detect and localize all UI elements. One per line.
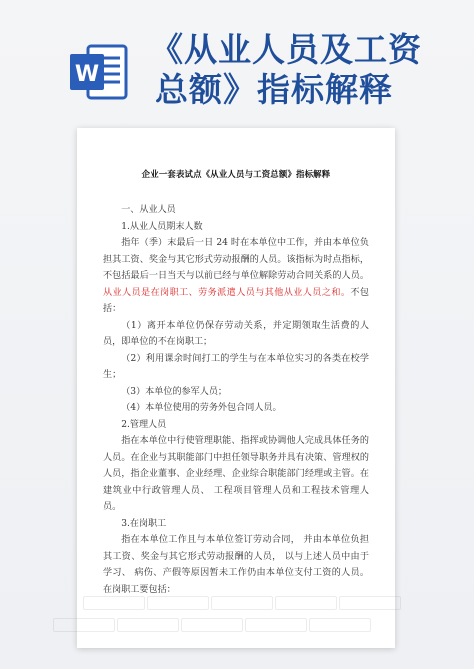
title-line-2: 总额》指标解释 (155, 70, 393, 109)
watermark-strip (77, 588, 395, 648)
highlighted-text: 从业人员是在岗职工、劳务派遣人员与其他从业人员之和。 (103, 287, 351, 298)
paragraph-tail-text: 不包括： (103, 287, 369, 314)
watermark-mark (211, 596, 273, 610)
paragraph (103, 235, 369, 318)
paragraph-text: 指在本单位工作且与本单位签订劳动合同， 并由本单位负担其工资、奖金与其它形式劳动报酬的人员， 以与上述人员中由于学习、 病伤、产假等原因暂未工作仍由本单位支付工资的人员。在岗职工要包括： (103, 535, 369, 595)
paragraph-text: 2.管理人员 (121, 419, 167, 430)
watermark-mark (309, 618, 371, 632)
document-page (77, 128, 395, 648)
paragraph (103, 516, 369, 533)
watermark-mark (117, 618, 179, 632)
paragraph-text: 指年（季）末最后一日 24 时在本单位中工作，并由本单位负担其工资、奖金与其它形式劳动报酬的人员。该指标为时点指标，不包括最后一日当天与以前已经与单位解除劳动合同关系的人员。 (103, 238, 369, 281)
watermark-row (77, 596, 395, 612)
page-title (150, 30, 470, 110)
watermark-mark (339, 596, 401, 610)
watermark-mark (147, 596, 209, 610)
document-body (103, 168, 369, 598)
paragraph-text: （1）离开本单位仍保存劳动关系，并定期领取生活费的人员，即单位的不在岗职工； (103, 320, 369, 347)
paragraph-text: （2）利用课余时间打工的学生与在本单位实习的各类在校学生； (103, 353, 369, 380)
header-banner (0, 0, 474, 110)
watermark-mark (245, 618, 307, 632)
paragraph-text: （3）本单位的参军人员； (121, 386, 228, 397)
document-title: 企业一套表试点《从业人员与工资总额》指标解释 (141, 169, 331, 179)
watermark-mark (83, 596, 145, 610)
paragraph (103, 219, 369, 236)
paragraph-text: （4）本单位使用的劳务外包合同人员。 (121, 403, 282, 413)
watermark-row (77, 618, 395, 634)
paragraph (103, 384, 369, 401)
paragraph-text: 一、从业人员 (121, 205, 176, 215)
paragraph-text: 1.从业人员期末人数 (121, 221, 203, 232)
paragraph-list (103, 202, 369, 598)
paragraph-text: 3.在岗职工 (121, 518, 167, 529)
paragraph-text: 指在本单位中行使管理职能、指挥或协调他人完成具体任务的人员。在企业与其职能部门中担任领导职务并具有决策、管理权的人员，指企业董事、企业经理、企业综合职能部门经理或主管。在建筑业中行政管理人员、 工程项目管理人员和工程技术管理人员。 (103, 436, 369, 512)
word-document-icon (66, 40, 130, 104)
paragraph (103, 202, 369, 219)
paragraph (103, 400, 369, 417)
watermark-mark (53, 618, 115, 632)
svg-text:W: W (74, 62, 100, 87)
paragraph (103, 433, 369, 516)
paragraph (103, 351, 369, 384)
paragraph (103, 417, 369, 434)
watermark-mark (181, 618, 243, 632)
watermark-mark (275, 596, 337, 610)
title-line-1: 《从业人员及工资 (150, 30, 422, 69)
paragraph (103, 318, 369, 351)
